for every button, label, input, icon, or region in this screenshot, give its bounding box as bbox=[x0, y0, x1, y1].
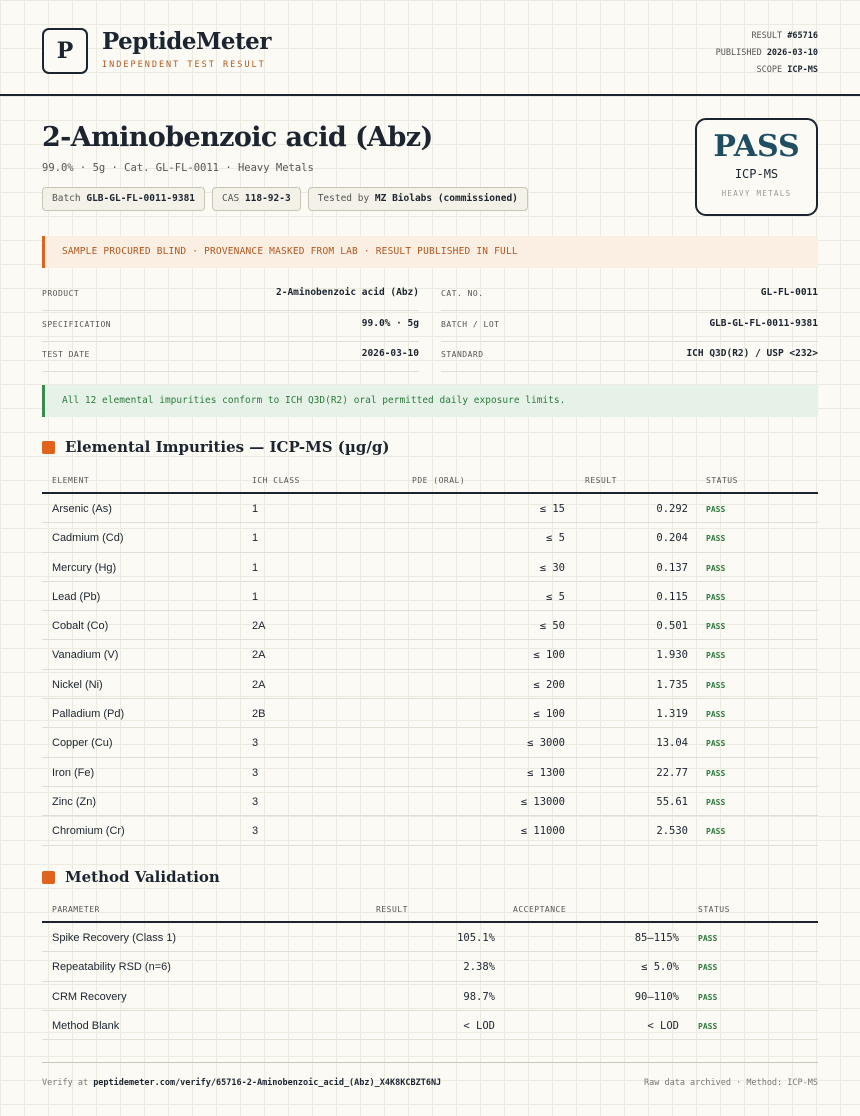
info-value: GL-FL-0011 bbox=[760, 287, 818, 298]
ich-class: 1 bbox=[252, 561, 259, 574]
element-name: Arsenic (As) bbox=[52, 503, 112, 515]
table-row bbox=[42, 699, 818, 728]
blind-procurement-notice: SAMPLE PROCURED BLIND · PROVENANCE MASKED FROM LAB · RESULT PUBLISHED IN FULL bbox=[42, 236, 818, 268]
acceptance-criteria: ≤ 5.0% bbox=[641, 961, 679, 974]
report-footer bbox=[42, 1062, 818, 1092]
ich-class: 3 bbox=[252, 825, 259, 838]
table-row bbox=[42, 494, 818, 523]
pde-limit: ≤ 50 bbox=[539, 620, 565, 633]
element-name: Mercury (Hg) bbox=[52, 561, 117, 574]
product-title: 2-Aminobenzoic acid (Abz) bbox=[42, 122, 433, 153]
col-result: RESULT bbox=[585, 476, 617, 485]
section-marker-icon bbox=[42, 441, 55, 454]
result-id: RESULT #65716 bbox=[751, 31, 818, 41]
product-chips bbox=[42, 187, 528, 211]
tested-by-chip: Tested by MZ Biolabs (commissioned) bbox=[308, 187, 528, 211]
col-result: RESULT bbox=[376, 905, 408, 914]
result-value: 2.38% bbox=[463, 961, 495, 974]
result-value: 0.501 bbox=[656, 620, 688, 633]
header-divider bbox=[0, 94, 860, 96]
pde-limit: ≤ 100 bbox=[533, 708, 565, 721]
pde-limit: ≤ 11000 bbox=[520, 825, 565, 838]
element-name: Lead (Pb) bbox=[52, 590, 101, 603]
table-row bbox=[42, 1011, 818, 1040]
pde-limit: ≤ 30 bbox=[539, 561, 565, 574]
info-label: SPECIFICATION bbox=[42, 320, 112, 329]
table-row bbox=[42, 523, 818, 552]
info-cat-no bbox=[441, 281, 818, 311]
table-row bbox=[42, 787, 818, 816]
product-subtitle: 99.0% · 5g · Cat. GL-FL-0011 · Heavy Metals bbox=[42, 162, 314, 174]
element-name: Iron (Fe) bbox=[52, 766, 95, 779]
element-name: Nickel (Ni) bbox=[52, 678, 103, 691]
impurities-heading-text: Elemental Impurities — ICP-MS (µg/g) bbox=[65, 438, 390, 456]
impurities-table-body bbox=[42, 494, 818, 846]
element-name: Chromium (Cr) bbox=[52, 825, 125, 838]
element-name: Palladium (Pd) bbox=[52, 708, 125, 721]
validation-table-body bbox=[42, 923, 818, 1040]
element-name: Cadmium (Cd) bbox=[52, 532, 124, 545]
brand-name: PeptideMeter bbox=[102, 28, 271, 55]
archive-note: Raw data archived · Method: ICP-MS bbox=[644, 1078, 818, 1088]
info-label: BATCH / LOT bbox=[441, 320, 500, 329]
col-status: STATUS bbox=[706, 476, 738, 485]
result-value: 98.7% bbox=[463, 990, 495, 1003]
impurities-heading bbox=[42, 438, 389, 456]
ich-class: 3 bbox=[252, 766, 259, 779]
acceptance-criteria: < LOD bbox=[647, 1019, 679, 1032]
result-value: 0.137 bbox=[656, 561, 688, 574]
brand-tagline: INDEPENDENT TEST RESULT bbox=[102, 60, 266, 70]
result-value: 2.530 bbox=[656, 825, 688, 838]
result-value: 0.292 bbox=[656, 503, 688, 515]
pde-limit: ≤ 200 bbox=[533, 678, 565, 691]
validation-table-header bbox=[42, 895, 818, 923]
parameter-name: Spike Recovery (Class 1) bbox=[52, 932, 177, 944]
stamp-method: ICP-MS bbox=[734, 167, 779, 181]
status-badge: PASS bbox=[706, 622, 726, 632]
status-badge: PASS bbox=[706, 680, 726, 690]
table-row bbox=[42, 728, 818, 757]
batch-chip: Batch GLB-GL-FL-0011-9381 bbox=[42, 187, 205, 211]
pde-limit: ≤ 5 bbox=[546, 590, 565, 603]
conformance-notice: All 12 elemental impurities conform to ICH Q3D(R2) oral permitted daily exposure limits. bbox=[42, 385, 818, 417]
status-badge: PASS bbox=[706, 563, 726, 573]
status-badge: PASS bbox=[698, 963, 718, 973]
table-row bbox=[42, 758, 818, 787]
ich-class: 2A bbox=[252, 620, 266, 633]
ich-class: 1 bbox=[252, 503, 259, 515]
stamp-panel: HEAVY METALS bbox=[721, 189, 792, 198]
result-value: 0.204 bbox=[656, 532, 688, 545]
result-value: < LOD bbox=[463, 1019, 495, 1032]
verify-link[interactable]: peptidemeter.com/verify/65716-2-Aminobenzoic_acid_(Abz)_X4K8KCBZT6NJ bbox=[93, 1078, 442, 1088]
info-label: STANDARD bbox=[441, 350, 484, 359]
info-test-date bbox=[42, 342, 419, 372]
result-value: 1.735 bbox=[656, 678, 688, 691]
acceptance-criteria: 90–110% bbox=[634, 990, 679, 1003]
impurities-table-header bbox=[42, 466, 818, 494]
validation-heading-text: Method Validation bbox=[65, 868, 220, 886]
col-acceptance: ACCEPTANCE bbox=[513, 905, 567, 914]
acceptance-criteria: 85–115% bbox=[634, 932, 679, 944]
section-marker-icon bbox=[42, 871, 55, 884]
ich-class: 1 bbox=[252, 590, 259, 603]
report-meta bbox=[716, 28, 818, 79]
status-badge: PASS bbox=[698, 992, 718, 1002]
element-name: Copper (Cu) bbox=[52, 737, 113, 750]
verify-line: Verify at peptidemeter.com/verify/65716-2-Aminobenzoic_acid_(Abz)_X4K8KCBZT6NJ bbox=[42, 1078, 442, 1088]
ich-class: 2A bbox=[252, 678, 266, 691]
status-badge: PASS bbox=[706, 797, 726, 807]
ich-class: 2B bbox=[252, 708, 266, 721]
table-row bbox=[42, 640, 818, 669]
status-badge: PASS bbox=[706, 534, 726, 544]
col-pde: PDE (ORAL) bbox=[412, 476, 466, 485]
info-specification bbox=[42, 312, 419, 342]
published-date: PUBLISHED 2026-03-10 bbox=[715, 48, 818, 58]
cas-chip: CAS 118-92-3 bbox=[212, 187, 301, 211]
status-badge: PASS bbox=[698, 1021, 718, 1031]
impurities-table bbox=[42, 466, 818, 846]
col-status: STATUS bbox=[698, 905, 730, 914]
scope: SCOPE ICP-MS bbox=[756, 65, 818, 75]
result-value: 105.1% bbox=[457, 932, 495, 944]
info-label: TEST DATE bbox=[42, 350, 90, 359]
parameter-name: CRM Recovery bbox=[52, 990, 127, 1003]
table-row bbox=[42, 582, 818, 611]
status-badge: PASS bbox=[706, 505, 726, 514]
table-row bbox=[42, 670, 818, 699]
col-element: ELEMENT bbox=[52, 476, 90, 485]
result-value: 1.319 bbox=[656, 708, 688, 721]
status-badge: PASS bbox=[706, 651, 726, 661]
info-value: 99.0% · 5g bbox=[361, 318, 419, 329]
info-label: CAT. NO. bbox=[441, 289, 484, 298]
result-value: 13.04 bbox=[656, 737, 688, 750]
ich-class: 3 bbox=[252, 795, 259, 808]
info-standard bbox=[441, 342, 818, 372]
table-row bbox=[42, 816, 818, 845]
table-row bbox=[42, 553, 818, 582]
validation-table bbox=[42, 895, 818, 1040]
table-row bbox=[42, 952, 818, 981]
pde-limit: ≤ 13000 bbox=[520, 795, 565, 808]
table-row bbox=[42, 611, 818, 640]
status-badge: PASS bbox=[706, 710, 726, 720]
info-value: 2026-03-10 bbox=[361, 348, 419, 359]
col-parameter: PARAMETER bbox=[52, 905, 100, 914]
element-name: Vanadium (V) bbox=[52, 649, 119, 662]
pde-limit: ≤ 1300 bbox=[527, 766, 565, 779]
parameter-name: Method Blank bbox=[52, 1019, 120, 1032]
status-badge: PASS bbox=[706, 768, 726, 778]
result-value: 1.930 bbox=[656, 649, 688, 662]
pass-stamp bbox=[695, 118, 818, 216]
result-value: 55.61 bbox=[656, 795, 688, 808]
pde-limit: ≤ 3000 bbox=[527, 737, 565, 750]
info-label: PRODUCT bbox=[42, 289, 80, 298]
info-value: GLB-GL-FL-0011-9381 bbox=[709, 318, 818, 329]
info-value: 2-Aminobenzoic acid (Abz) bbox=[276, 287, 419, 298]
brand-logo: P bbox=[42, 28, 88, 74]
parameter-name: Repeatability RSD (n=6) bbox=[52, 961, 171, 974]
info-value: ICH Q3D(R2) / USP <232> bbox=[686, 348, 818, 359]
stamp-verdict: PASS bbox=[713, 129, 800, 164]
info-batch-lot bbox=[441, 312, 818, 342]
col-ich-class: ICH CLASS bbox=[252, 476, 300, 485]
report-header bbox=[42, 28, 818, 76]
pde-limit: ≤ 100 bbox=[533, 649, 565, 662]
ich-class: 3 bbox=[252, 737, 259, 750]
info-product bbox=[42, 281, 419, 311]
element-name: Zinc (Zn) bbox=[52, 795, 96, 808]
table-row bbox=[42, 982, 818, 1011]
element-name: Cobalt (Co) bbox=[52, 620, 109, 633]
status-badge: PASS bbox=[706, 592, 726, 602]
ich-class: 1 bbox=[252, 532, 259, 545]
pde-limit: ≤ 5 bbox=[546, 532, 565, 545]
status-badge: PASS bbox=[706, 827, 726, 837]
table-row bbox=[42, 923, 818, 952]
result-value: 0.115 bbox=[656, 590, 688, 603]
pde-limit: ≤ 15 bbox=[539, 503, 565, 515]
status-badge: PASS bbox=[706, 739, 726, 749]
ich-class: 2A bbox=[252, 649, 266, 662]
result-value: 22.77 bbox=[656, 766, 688, 779]
status-badge: PASS bbox=[698, 934, 718, 943]
validation-heading bbox=[42, 868, 220, 886]
